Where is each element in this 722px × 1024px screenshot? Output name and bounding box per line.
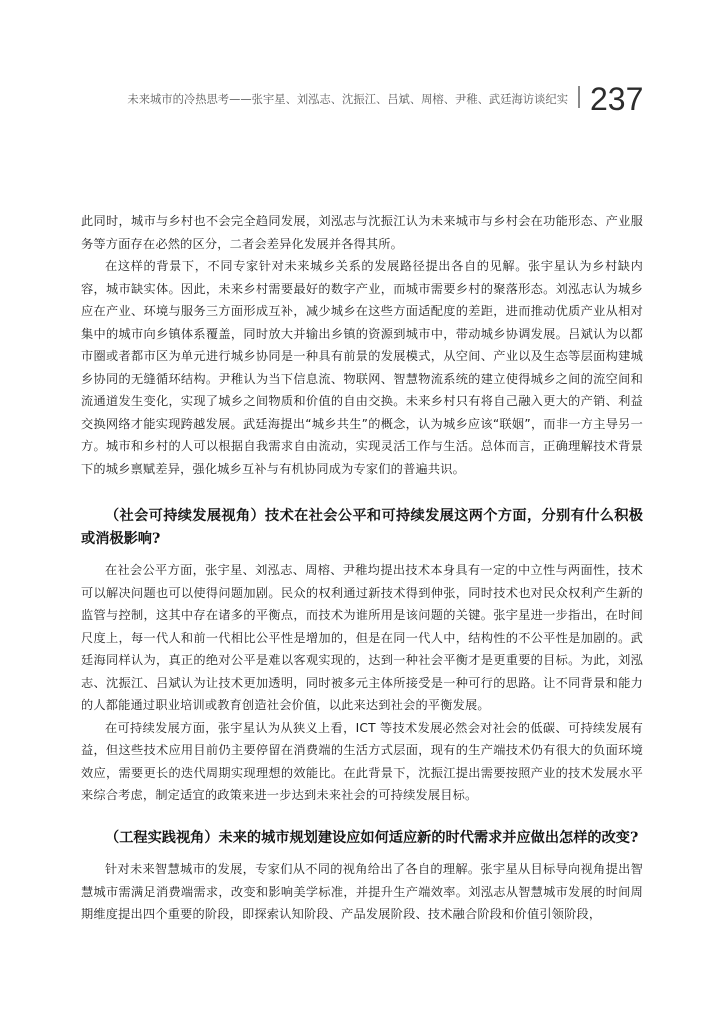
section-heading-engineering: （工程实践视角）未来的城市规划建设应如何适应新的时代需求并应做出怎样的改变? xyxy=(105,830,639,846)
intro-section xyxy=(81,210,643,480)
running-header-title: 未来城市的冷热思考——张宇星、刘泓志、沈振江、吕斌、周榕、尹稚、武廷海访谈纪实 xyxy=(127,93,568,106)
paragraph-continuation: 此同时，城市与乡村也不会完全趋同发展，刘泓志与沈振江认为未来城市与乡村会在功能形态、产业服务等方面存在必然的区分，二者会差异化发展并各得其所。 xyxy=(81,214,643,251)
header-divider xyxy=(578,86,580,108)
section-heading-social: （社会可持续发展视角）技术在社会公平和可持续发展这两个方面，分别有什么积极或消极影响? xyxy=(81,508,643,547)
paragraph-smart-city: 针对未来智慧城市的发展，专家们从不同的视角给出了各自的理解。张宇星从目标导向视角提出智慧城市需满足消费端需求，改变和影响美学标准，并提升生产端效率。刘泓志从智慧城市发展的时间周期维度提出四个重要的阶段，即探索认知阶段、产品发展阶段、技术融合阶段和价值引领阶段， xyxy=(81,862,643,921)
social-sustainability-section xyxy=(81,505,643,807)
paragraph-urban-rural-views: 在这样的背景下，不同专家针对未来城乡关系的发展路径提出各自的见解。张宇星认为乡村缺内容，城市缺实体。因此，未来乡村需要最好的数字产业，而城市需要乡村的聚落形态。刘泓志认为城乡应在产业、环境与服务三方面形成互补，减少城乡在这些方面适配度的差距，进而推动优质产业从相对集中的城市向乡镇体系覆盖，同时放大并输出乡镇的资源到城市中，带动城乡协调发展。吕斌认为以都市圈或者都市区为单元进行城乡协同是一种具有前景的发展模式，从空间、产业以及生态等层面构建城乡协同的无缝循环结构。尹稚认为当下信息流、物联网、智慧物流系统的建立使得城乡之间的流空间和流通道发生变化，实现了城乡之间物质和价值的自由交换。未来乡村只有将自己融入更大的产销、利益交换网络才能实现跨越发展。武廷海提出“城乡共生”的概念，认为城乡应该“联姻”，而非一方主导另一方。城市和乡村的人可以根据自我需求自由流动，实现灵活工作与生活。总体而言，正确理解技术背景下的城乡禀赋差异，强化城乡互补与有机协同成为专家们的普遍共识。 xyxy=(81,259,643,476)
paragraph-social-equity: 在社会公平方面，张宇星、刘泓志、周榕、尹稚均提出技术本身具有一定的中立性与两面性，技术可以解决问题也可以使得问题加剧。民众的权利通过新技术得到伸张，同时技术也对民众权利产生新的监管与控制，这其中存在诸多的平衡点，而技术为谁所用是该问题的关键。张宇星进一步指出，在时间尺度上，每一代人和前一代相比公平性是增加的，但是在同一代人中，结构性的不公平性是加剧的。武廷海同样认为，真正的绝对公平是难以客观实现的，达到一种社会平衡才是更重要的目标。为此，刘泓志、沈振江、吕斌认为让技术更加透明，同时被多元主体所接受是一种可行的思路。让不同背景和能力的人都能通过职业培训或教育创造社会价值，以此来达到社会的平衡发展。 xyxy=(81,563,643,712)
paragraph-sustainability: 在可持续发展方面，张宇星认为从狭义上看，ICT 等技术发展必然会对社会的低碳、可持续发展有益，但这些技术应用目前仍主要停留在消费端的生活方式层面，现有的生产端技术仍有很大的负面环境效应，需要更长的迭代周期实现理想的效能比。在此背景下，沈振江提出需要按照产业的技术发展水平来综合考虑，制定适宜的政策来进一步达到未来社会的可持续发展目标。 xyxy=(81,720,643,802)
engineering-practice-section xyxy=(81,827,643,926)
page-number: 237 xyxy=(590,81,644,117)
